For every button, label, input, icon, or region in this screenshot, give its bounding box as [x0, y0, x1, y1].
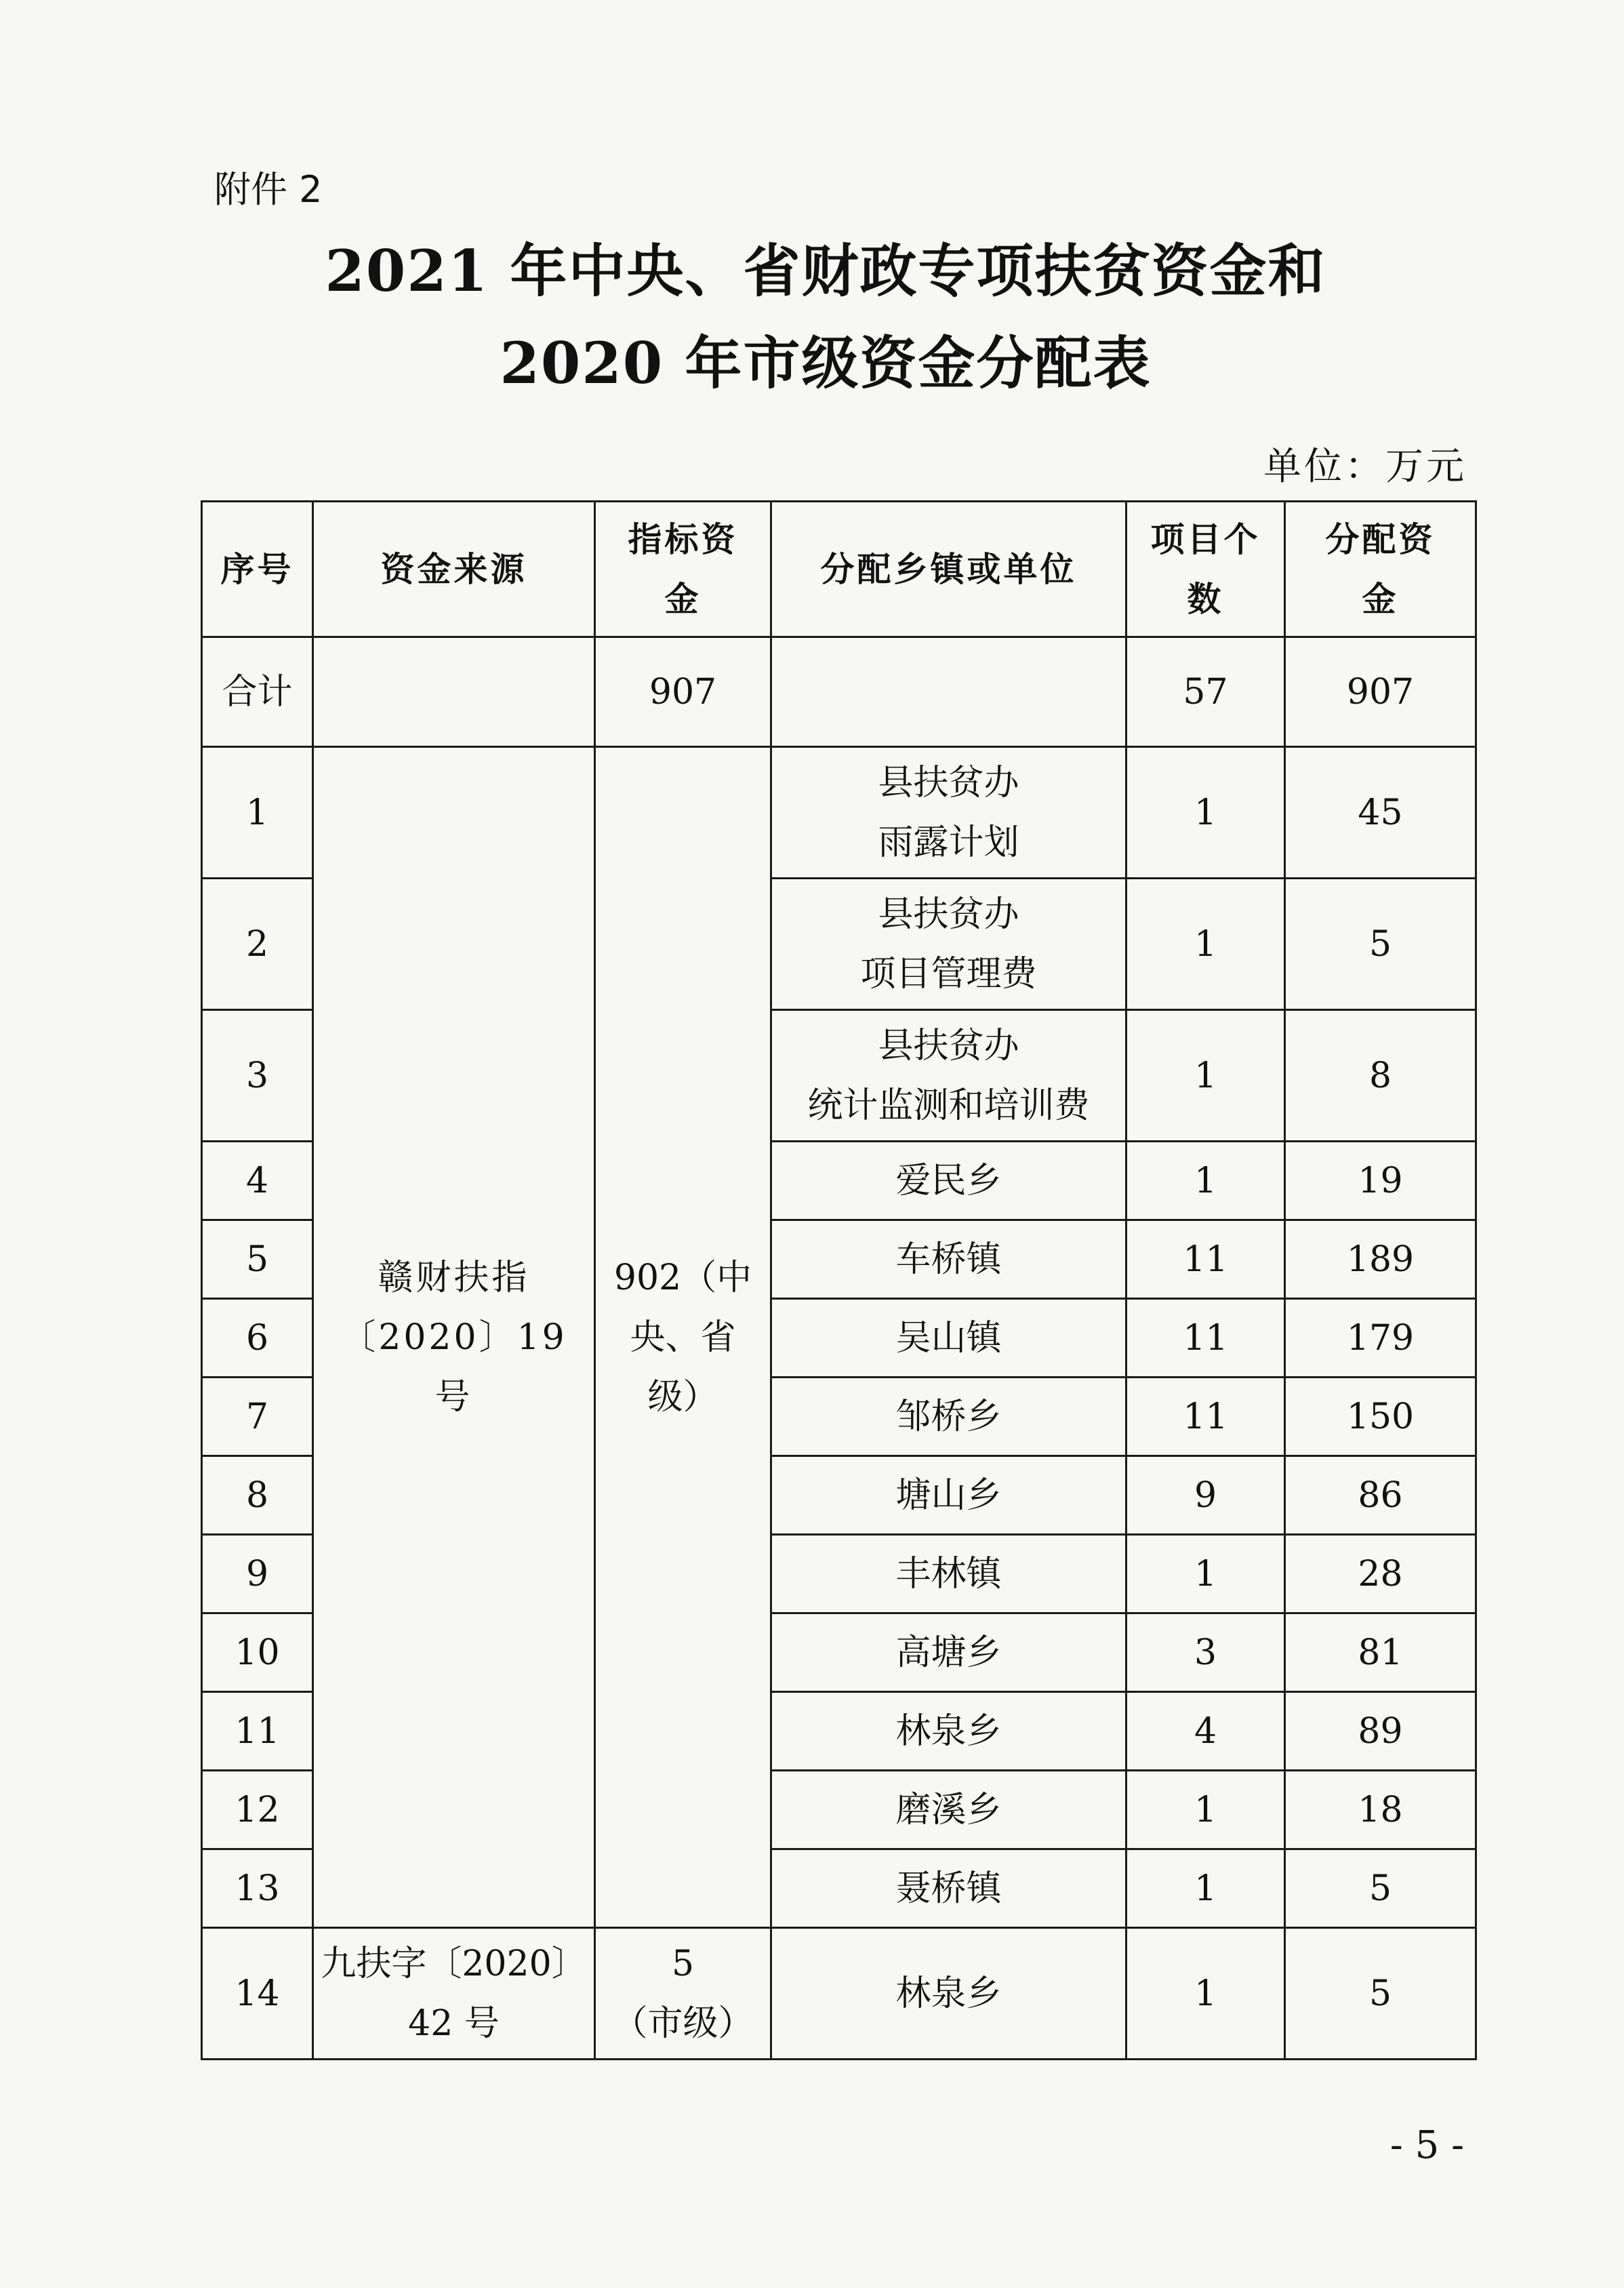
row-unit: 县扶贫办 项目管理费	[771, 879, 1126, 1010]
page-title-line-2: 2020 年市级资金分配表	[500, 329, 1152, 397]
row-funds: 86	[1285, 1456, 1476, 1535]
fund-quota-2: 5 （市级）	[595, 1928, 771, 2060]
row-count: 1	[1126, 1535, 1285, 1613]
total-allocated-funds: 907	[1285, 637, 1476, 747]
row-seq: 7	[202, 1378, 313, 1456]
header-project-count: 项目个 数	[1126, 502, 1285, 637]
row-count: 1	[1126, 1142, 1285, 1220]
table-row	[202, 1928, 1476, 2060]
row-unit: 邹桥乡	[771, 1378, 1126, 1456]
total-source	[313, 637, 595, 747]
total-project-count: 57	[1126, 637, 1285, 747]
row-seq: 6	[202, 1299, 313, 1378]
allocation-table	[201, 500, 1477, 2060]
total-row	[202, 637, 1476, 747]
total-quota: 907	[595, 637, 771, 747]
row-count: 3	[1126, 1613, 1285, 1692]
row-count: 1	[1126, 1771, 1285, 1849]
header-allocated-to: 分配乡镇或单位	[771, 502, 1126, 637]
row-unit: 县扶贫办 雨露计划	[771, 747, 1126, 879]
header-allocated-funds: 分配资 金	[1285, 502, 1476, 637]
page-number: - 5 -	[1389, 2123, 1464, 2167]
row-count: 9	[1126, 1456, 1285, 1535]
row-funds: 45	[1285, 747, 1476, 879]
row-count: 1	[1126, 1010, 1285, 1142]
row-funds: 150	[1285, 1378, 1476, 1456]
row-seq: 14	[202, 1928, 313, 2060]
attachment-label: 附件 2	[214, 168, 323, 211]
page-title-line-1: 2021 年中央、省财政专项扶贫资金和	[325, 237, 1326, 304]
row-seq: 2	[202, 879, 313, 1010]
row-funds: 5	[1285, 879, 1476, 1010]
unit-label: 单位：万元	[1263, 445, 1467, 489]
total-label: 合计	[202, 637, 313, 747]
fund-source-1: 赣财扶指 〔2020〕19 号	[313, 747, 595, 1928]
row-seq: 3	[202, 1010, 313, 1142]
table-header-row	[202, 502, 1476, 637]
row-unit: 吴山镇	[771, 1299, 1126, 1378]
row-count: 1	[1126, 1849, 1285, 1928]
row-unit: 车桥镇	[771, 1220, 1126, 1299]
row-funds: 8	[1285, 1010, 1476, 1142]
row-count: 11	[1126, 1299, 1285, 1378]
row-seq: 11	[202, 1692, 313, 1771]
fund-source-2: 九扶字〔2020〕 42 号	[313, 1928, 595, 2060]
row-unit: 磨溪乡	[771, 1771, 1126, 1849]
row-unit: 林泉乡	[771, 1692, 1126, 1771]
row-count: 1	[1126, 1928, 1285, 2060]
row-funds: 189	[1285, 1220, 1476, 1299]
row-seq: 1	[202, 747, 313, 879]
row-count: 4	[1126, 1692, 1285, 1771]
row-unit: 爱民乡	[771, 1142, 1126, 1220]
row-unit: 林泉乡	[771, 1928, 1126, 2060]
fund-quota-1: 902（中 央、省 级）	[595, 747, 771, 1928]
header-source: 资金来源	[313, 502, 595, 637]
row-funds: 179	[1285, 1299, 1476, 1378]
row-seq: 9	[202, 1535, 313, 1613]
header-seq: 序号	[202, 502, 313, 637]
row-seq: 5	[202, 1220, 313, 1299]
row-funds: 5	[1285, 1928, 1476, 2060]
row-funds: 18	[1285, 1771, 1476, 1849]
row-count: 11	[1126, 1220, 1285, 1299]
total-unit	[771, 637, 1126, 747]
row-funds: 5	[1285, 1849, 1476, 1928]
row-funds: 81	[1285, 1613, 1476, 1692]
row-funds: 19	[1285, 1142, 1476, 1220]
row-unit: 高塘乡	[771, 1613, 1126, 1692]
row-seq: 12	[202, 1771, 313, 1849]
row-count: 1	[1126, 747, 1285, 879]
header-quota: 指标资 金	[595, 502, 771, 637]
row-seq: 13	[202, 1849, 313, 1928]
row-unit: 县扶贫办 统计监测和培训费	[771, 1010, 1126, 1142]
row-funds: 89	[1285, 1692, 1476, 1771]
row-seq: 10	[202, 1613, 313, 1692]
table-row	[202, 747, 1476, 879]
row-count: 1	[1126, 879, 1285, 1010]
row-seq: 8	[202, 1456, 313, 1535]
row-unit: 聂桥镇	[771, 1849, 1126, 1928]
row-count: 11	[1126, 1378, 1285, 1456]
row-unit: 丰林镇	[771, 1535, 1126, 1613]
row-unit: 塘山乡	[771, 1456, 1126, 1535]
row-funds: 28	[1285, 1535, 1476, 1613]
row-seq: 4	[202, 1142, 313, 1220]
